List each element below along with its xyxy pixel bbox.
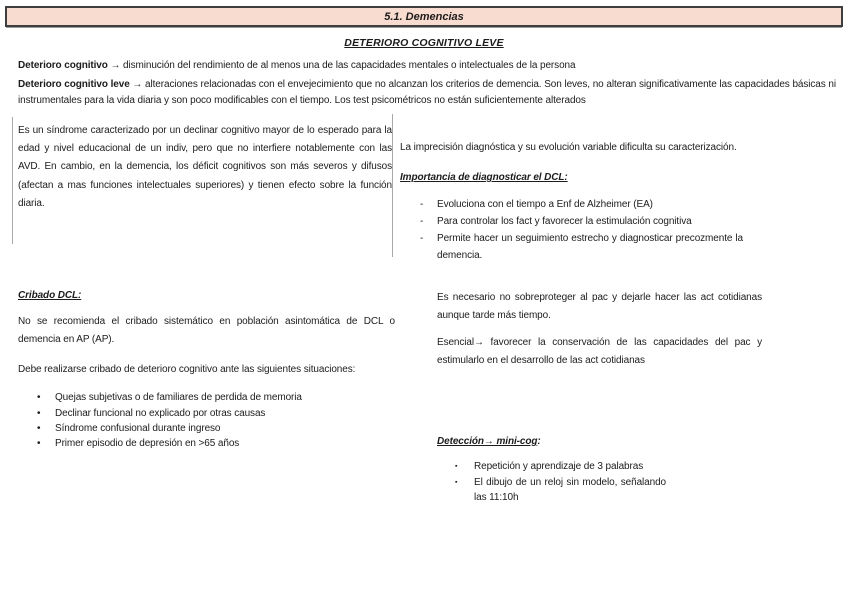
square-bullet-marker: ▪	[455, 478, 458, 486]
deteccion-heading	[437, 435, 747, 449]
list-item	[18, 390, 395, 405]
list-item-text: El dibujo de un reloj sin modelo, señalando las 11:10h	[474, 476, 666, 504]
list-item	[18, 421, 395, 436]
intro-1-term: Deterioro cognitivo	[18, 60, 108, 71]
intro-1-definition: → disminución del rendimiento de al menos una de las capacidades mentales o intelectuales de la persona	[107, 60, 576, 71]
bullet-marker: •	[37, 392, 41, 404]
intro-paragraph-2	[18, 77, 836, 108]
list-item	[400, 196, 743, 213]
cribado-heading-text: Cribado DCL:	[18, 290, 82, 301]
dash-marker: -	[420, 233, 424, 244]
list-item-text: Síndrome confusional durante ingreso	[55, 423, 221, 435]
list-item-text: Para controlar los fact y favorecer la estimulación cognitiva	[437, 216, 692, 227]
cribado-heading	[18, 289, 395, 303]
square-bullet-marker: ▪	[455, 463, 458, 470]
imprecision-paragraph: La imprecisión diagnóstica y su evolución variable dificulta su caracterización.	[400, 142, 737, 153]
care-paragraph-1: Es necesario no sobreproteger al pac y dejarle hacer las act cotidianas aunque tarde más tiempo.	[437, 292, 762, 321]
list-item	[400, 230, 743, 264]
importance-heading-text: Importancia de diagnosticar el DCL:	[400, 172, 568, 183]
bullet-marker: •	[37, 438, 41, 450]
list-item-text: Declinar funcional no explicado por otras causas	[55, 407, 266, 419]
cribado-section	[18, 289, 395, 452]
care-paragraph-2: Esencial→ favorecer la conservación de las capacidades del pac y estimularlo en el desarrollo de las act cotidianas	[437, 337, 762, 366]
list-item	[437, 475, 747, 506]
cribado-paragraph-2: Debe realizarse cribado de deterioro cognitivo ante las siguientes situaciones:	[18, 363, 356, 375]
right-textbox-rule	[392, 114, 393, 257]
section-title: 5.1. Demencias	[384, 10, 464, 23]
list-item-text: Evoluciona con el tiempo a Enf de Alzheimer (EA)	[437, 199, 653, 210]
diagnosis-textbox	[400, 138, 743, 264]
intro-2-definition: → alteraciones relacionadas con el envejecimiento que no alcanzan los criterios de demencia. Son leves, no alteran significativamente las capacidades básicas ni instrumentales para la vida diaria y son poco modificables con el tiempo. Los test psicométricos no están suficientemente alterados	[18, 79, 836, 106]
syndrome-definition-paragraph: Es un síndrome caracterizado por un declinar cognitivo mayor de lo esperado para la edad y nivel educacional de un indiv, pero que no interfiere notablemente con las AVD. En cambio, en la demencia, los déficit cognitivos son más severos y difusos (afectan a mas funciones intelectuales superiores) y tienen efecto sobre la función diaria.	[18, 125, 392, 209]
list-item	[437, 459, 747, 475]
deteccion-heading-colon: :	[537, 436, 541, 447]
bullet-marker: •	[37, 423, 41, 435]
left-textbox-rule	[12, 117, 13, 244]
list-item-text: Repetición y aprendizaje de 3 palabras	[474, 461, 644, 472]
list-item	[400, 213, 743, 230]
deteccion-section	[437, 435, 747, 506]
bullet-marker: •	[37, 407, 41, 419]
page-subtitle: DETERIORO COGNITIVO LEVE	[344, 37, 504, 49]
intro-paragraph-1	[18, 59, 836, 73]
list-item	[18, 436, 395, 451]
deteccion-heading-text: Detección→ mini-cog	[437, 436, 538, 447]
cribado-situations-list	[18, 390, 395, 452]
dash-marker: -	[420, 199, 424, 210]
intro-2-term: Deterioro cognitivo leve	[18, 79, 130, 90]
section-title-bar	[5, 6, 843, 27]
minicog-list	[437, 459, 747, 506]
importance-list	[400, 196, 743, 264]
list-item	[18, 406, 395, 421]
importance-heading	[400, 171, 743, 185]
list-item-text: Primer episodio de depresión en >65 años	[55, 438, 240, 450]
cribado-paragraph-1: No se recomienda el cribado sistemático en población asintomática de DCL o demencia en AP (AP).	[18, 316, 395, 346]
care-advice-section	[437, 289, 762, 369]
list-item-text: Quejas subjetivas o de familiares de perdida de memoria	[55, 392, 302, 404]
list-item-text: Permite hacer un seguimiento estrecho y diagnosticar precozmente la demencia.	[437, 233, 743, 261]
dash-marker: -	[420, 216, 424, 227]
